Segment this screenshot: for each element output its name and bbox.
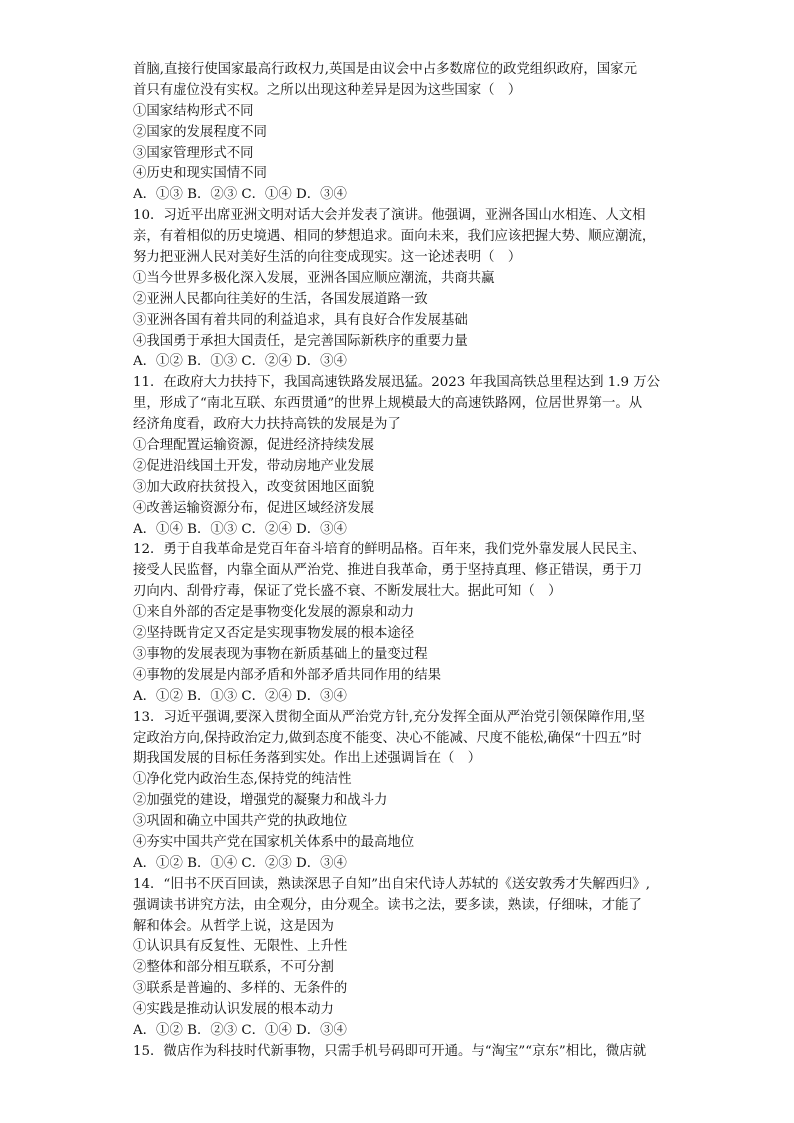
option-line: ①合理配置运输资源，促进经济持续发展 bbox=[133, 438, 375, 454]
question-stem-line: 首只有虚位没有实权。之所以出现这种差异是因为这些国家（ ） bbox=[133, 82, 522, 98]
question-stem-line: 接受人民监督，内靠全面从严治党、推进自我革命，勇于坚持真理、修正错误，勇于刀 bbox=[133, 563, 642, 579]
option-line: ②促进沿线国土开发，带动房地产业发展 bbox=[133, 458, 375, 474]
option-line: ②亚洲人民都向往美好的生活，各国发展道路一致 bbox=[133, 291, 428, 307]
option-line: ③国家管理形式不同 bbox=[133, 145, 254, 161]
question-stem-line: 强调读书讲究方法，由全观分，由分观全。读书之法，要多读，熟读，仔细味，才能了 bbox=[133, 897, 642, 913]
question-stem-line: 努力把亚洲人民对美好生活的向往变成现实。这一论述表明（ ） bbox=[133, 250, 522, 266]
option-line: ①当今世界多极化深入发展，亚洲各国应顺应潮流，共商共赢 bbox=[133, 270, 495, 286]
option-line: ④事物的发展是内部矛盾和外部矛盾共同作用的结果 bbox=[133, 667, 441, 683]
question-14 bbox=[133, 875, 663, 1042]
option-line: ③事物的发展表现为事物在新质基础上的量变过程 bbox=[133, 646, 428, 662]
option-line: ③联系是普遍的、多样的、无条件的 bbox=[133, 981, 348, 997]
question-stem-line: 期我国发展的目标任务落到实处。作出上述强调旨在（ ） bbox=[133, 751, 482, 767]
answer-choices: A．①③ B．②③ C．①④ D．③④ bbox=[133, 187, 347, 203]
option-line: ①净化党内政治生态,保持党的纯洁性 bbox=[133, 772, 352, 788]
question-11 bbox=[133, 373, 663, 540]
option-line: ③巩固和确立中国共产党的执政地位 bbox=[133, 814, 348, 830]
option-line: ①认识具有反复性、无限性、上升性 bbox=[133, 939, 348, 955]
answer-choices: A．①② B．①③ C．②④ D．③④ bbox=[133, 688, 347, 704]
question-9 bbox=[133, 60, 663, 206]
answer-choices: A．①④ B．①③ C．②④ D．③④ bbox=[133, 521, 347, 537]
option-line: ④实践是推动认识发展的根本动力 bbox=[133, 1002, 334, 1018]
question-13 bbox=[133, 708, 663, 875]
answer-choices: A．①② B．②③ C．①④ D．③④ bbox=[133, 1022, 347, 1038]
question-stem-line: 里，形成了“南北互联、东西贯通”的世界上规模最大的高速铁路网，位居世界第一。从 bbox=[133, 396, 643, 412]
document-page bbox=[133, 60, 663, 1063]
option-line: ④改善运输资源分布，促进区域经济发展 bbox=[133, 500, 375, 516]
question-stem-line: 经济角度看，政府大力扶持高铁的发展是为了 bbox=[133, 417, 401, 433]
option-line: ④夯实中国共产党在国家机关体系中的最高地位 bbox=[133, 834, 415, 850]
question-stem-line: 亲，有着相似的历史境遇、相同的梦想追求。面向未来，我们应该把握大势、顺应潮流， bbox=[133, 229, 656, 245]
option-line: ②整体和部分相互联系，不可分割 bbox=[133, 960, 334, 976]
answer-choices: A．①② B．①③ C．②④ D．③④ bbox=[133, 354, 347, 370]
option-line: ①国家结构形式不同 bbox=[133, 103, 254, 119]
question-stem-line: 10．习近平出席亚洲文明对话大会并发表了演讲。他强调，亚洲各国山水相连、人文相 bbox=[133, 208, 646, 224]
answer-choices: A．①② B．①④ C．②③ D．③④ bbox=[133, 855, 347, 871]
option-line: ③亚洲各国有着共同的利益追求，具有良好合作发展基础 bbox=[133, 312, 468, 328]
option-line: ②坚持既肯定又否定是实现事物发展的根本途径 bbox=[133, 626, 415, 642]
question-stem-line: 13．习近平强调,要深入贯彻全面从严治党方针,充分发挥全面从严治党引领保障作用,坚 bbox=[133, 709, 645, 725]
question-stem-line: 15．微店作为科技时代新事物，只需手机号码即可开通。与“淘宝”“京东”相比，微店就 bbox=[133, 1043, 647, 1059]
option-line: ②国家的发展程度不同 bbox=[133, 124, 267, 140]
question-10 bbox=[133, 206, 663, 373]
option-line: ②加强党的建设，增强党的凝聚力和战斗力 bbox=[133, 793, 388, 809]
question-stem-line: 首脑,直接行使国家最高行政权力,英国是由议会中占多数席位的政党组织政府，国家元 bbox=[133, 62, 637, 77]
option-line: ④历史和现实国情不同 bbox=[133, 166, 267, 182]
option-line: ①来自外部的否定是事物变化发展的源泉和动力 bbox=[133, 605, 415, 621]
question-stem-line: 12．勇于自我革命是党百年奋斗培育的鲜明品格。百年来，我们党外靠发展人民民主、 bbox=[133, 542, 646, 558]
option-line: ④我国勇于承担大国责任，是完善国际新秩序的重要力量 bbox=[133, 333, 468, 349]
question-15 bbox=[133, 1042, 663, 1063]
question-stem-line: 解和体会。从哲学上说，这是因为 bbox=[133, 918, 334, 934]
question-stem-line: 刃向内、刮骨疗毒，保证了党长盛不衰、不断发展壮大。据此可知（ ） bbox=[133, 584, 562, 600]
question-stem-line: 定政治方向,保持政治定力,做到态度不能变、决心不能减、尺度不能松,确保“十四五”时 bbox=[133, 730, 642, 746]
question-12 bbox=[133, 540, 663, 707]
question-stem-line: 14．“旧书不厌百回读，熟读深思子自知”出自宋代诗人苏轼的《送安敦秀才失解西归》, bbox=[133, 876, 651, 892]
option-line: ③加大政府扶贫投入，改变贫困地区面貌 bbox=[133, 479, 375, 495]
question-stem-line: 11．在政府大力扶持下，我国高速铁路发展迅猛。2023 年我国高铁总里程达到 1.9 万公 bbox=[133, 375, 661, 391]
